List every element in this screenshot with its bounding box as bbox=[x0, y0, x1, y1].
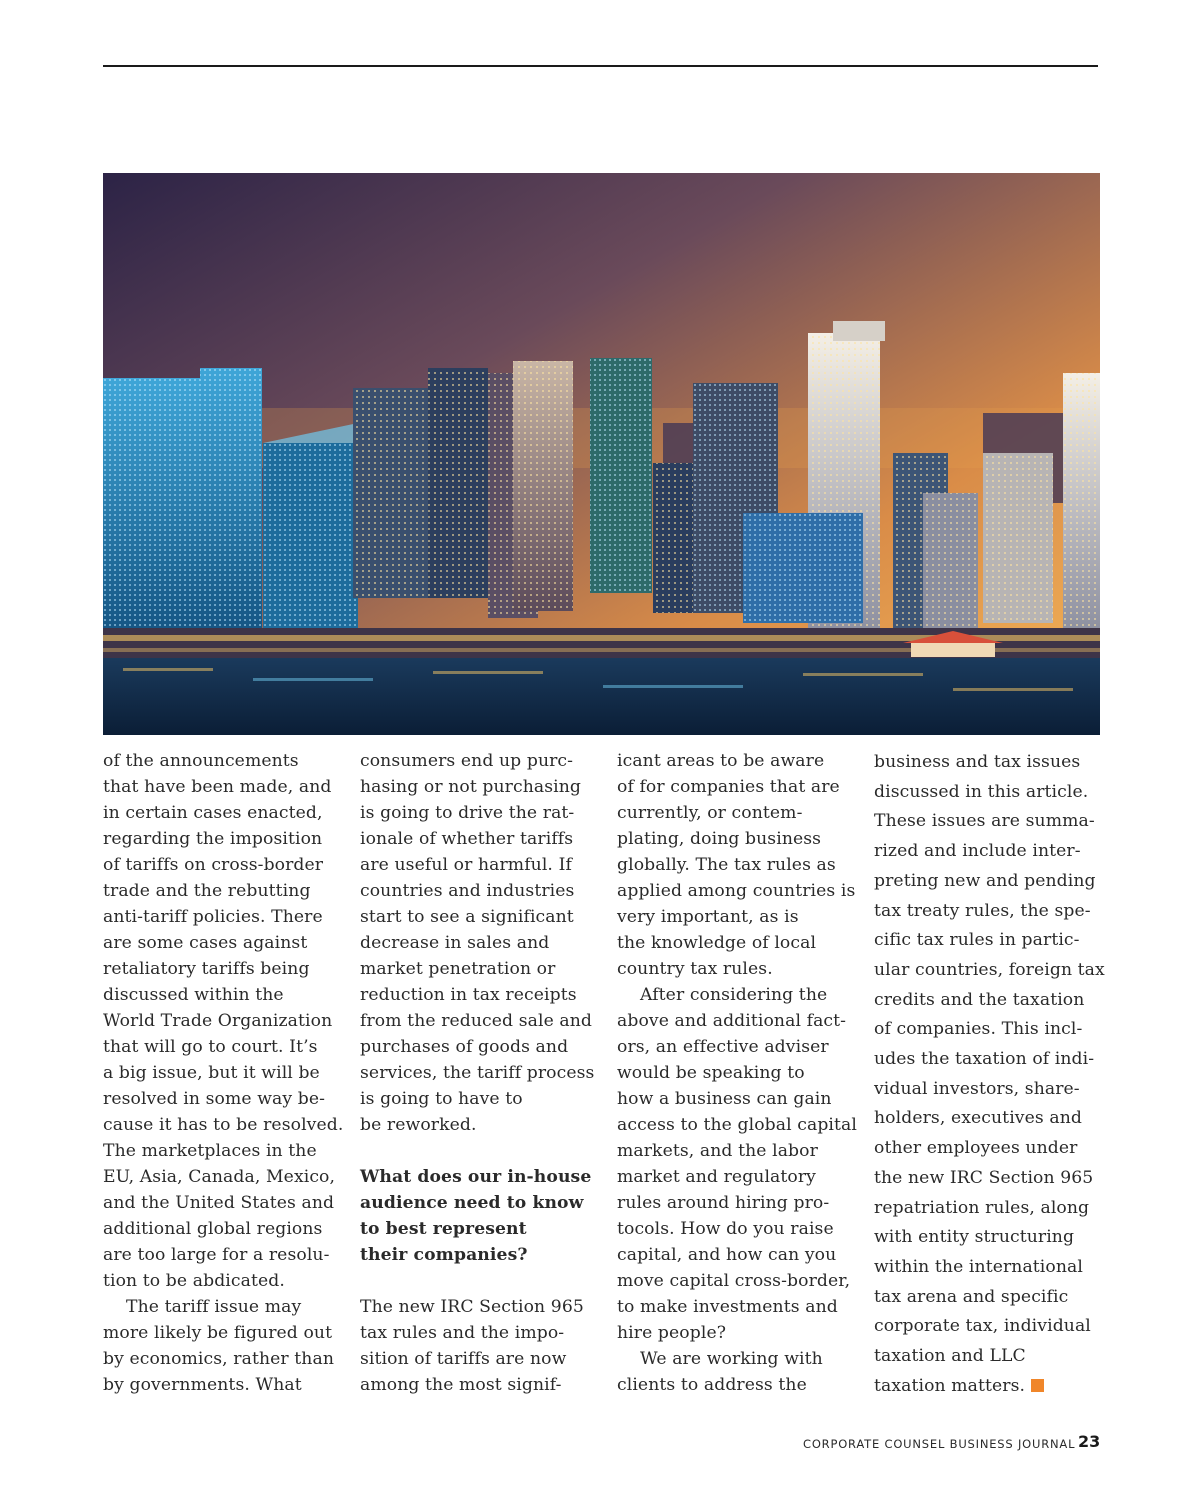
text-line: consumers end up purc- bbox=[360, 751, 574, 771]
text-line: would be speaking to bbox=[617, 1063, 805, 1083]
text-line: udes the taxation of indi- bbox=[874, 1049, 1095, 1070]
text-line: be reworked. bbox=[360, 1115, 477, 1135]
text-line: resolved in some way be- bbox=[103, 1089, 326, 1109]
text-line: taxation and LLC bbox=[874, 1346, 1026, 1367]
text-line: the new IRC Section 965 bbox=[874, 1167, 1094, 1188]
text-column-2 bbox=[360, 748, 600, 1398]
text-line: The tariff issue may bbox=[126, 1297, 302, 1317]
text-line: tocols. How do you raise bbox=[617, 1219, 834, 1239]
text-line: market and regulatory bbox=[617, 1167, 816, 1187]
text-line: purchases of goods and bbox=[360, 1037, 569, 1057]
text-line: in certain cases enacted, bbox=[103, 803, 323, 823]
paragraph-gap bbox=[360, 1138, 600, 1164]
text-line: of tariffs on cross-border bbox=[103, 855, 324, 875]
text-line: rized and include inter- bbox=[874, 841, 1081, 862]
text-line: among the most signif- bbox=[360, 1375, 562, 1395]
text-column-4 bbox=[874, 748, 1114, 1401]
text-line: the knowledge of local bbox=[617, 933, 817, 953]
text-line: by economics, rather than bbox=[103, 1349, 334, 1369]
heading-line: What does our in-house bbox=[360, 1167, 592, 1187]
heading-line: their companies? bbox=[360, 1245, 528, 1265]
text-line: access to the global capital bbox=[617, 1115, 857, 1135]
text-line: by governments. What bbox=[103, 1375, 302, 1395]
text-line: ionale of whether tariffs bbox=[360, 829, 574, 849]
text-line: with entity structuring bbox=[874, 1227, 1075, 1248]
text-line: globally. The tax rules as bbox=[617, 855, 836, 875]
text-column-1 bbox=[103, 748, 343, 1398]
text-line: anti-tariff policies. There bbox=[103, 907, 323, 927]
city-skyline-photo bbox=[103, 173, 1100, 735]
text-line: that have been made, and bbox=[103, 777, 332, 797]
paragraph bbox=[874, 748, 1114, 1401]
text-line: preting new and pending bbox=[874, 870, 1096, 891]
text-line: applied among countries is bbox=[617, 881, 856, 901]
text-line: repatriation rules, along bbox=[874, 1197, 1090, 1218]
text-line: from the reduced sale and bbox=[360, 1011, 593, 1031]
text-line: countries and industries bbox=[360, 881, 575, 901]
text-line: currently, or contem- bbox=[617, 803, 803, 823]
paragraph bbox=[360, 1294, 600, 1398]
text-line: very important, as is bbox=[617, 907, 799, 927]
text-line: above and additional fact- bbox=[617, 1011, 847, 1031]
text-line: These issues are summa- bbox=[874, 811, 1095, 832]
text-line: hasing or not purchasing bbox=[360, 777, 582, 797]
text-line: decrease in sales and bbox=[360, 933, 550, 953]
text-line: markets, and the labor bbox=[617, 1141, 818, 1161]
text-line: are some cases against bbox=[103, 933, 308, 953]
text-line: is going to drive the rat- bbox=[360, 803, 575, 823]
text-line: tax arena and specific bbox=[874, 1286, 1069, 1307]
text-line: are too large for a resolu- bbox=[103, 1245, 330, 1265]
text-line: of for companies that are bbox=[617, 777, 840, 797]
text-line: retaliatory tariffs being bbox=[103, 959, 310, 979]
text-line: hire people? bbox=[617, 1323, 727, 1343]
text-line: cause it has to be resolved. bbox=[103, 1115, 344, 1135]
paragraph bbox=[360, 748, 600, 1138]
text-line: plating, doing business bbox=[617, 829, 822, 849]
text-line: to make investments and bbox=[617, 1297, 838, 1317]
heading-line: to best represent bbox=[360, 1219, 527, 1239]
text-line: move capital cross-border, bbox=[617, 1271, 851, 1291]
text-line: corporate tax, individual bbox=[874, 1316, 1091, 1337]
text-line-last bbox=[874, 1372, 1114, 1402]
text-line: that will go to court. It’s bbox=[103, 1037, 318, 1057]
text-line: tion to be abdicated. bbox=[103, 1271, 285, 1291]
text-line: regarding the imposition bbox=[103, 829, 323, 849]
end-of-article-mark-icon bbox=[1031, 1379, 1044, 1392]
text-line: is going to have to bbox=[360, 1089, 523, 1109]
text-line: tax treaty rules, the spe- bbox=[874, 900, 1091, 921]
text-line: ular countries, foreign tax bbox=[874, 959, 1105, 980]
text-line: holders, executives and bbox=[874, 1108, 1082, 1129]
text-line: After considering the bbox=[640, 985, 828, 1005]
text-line: additional global regions bbox=[103, 1219, 323, 1239]
text-line: within the international bbox=[874, 1256, 1083, 1277]
paragraph bbox=[617, 1346, 857, 1398]
text-line: more likely be figured out bbox=[103, 1323, 333, 1343]
text-line: icant areas to be aware bbox=[617, 751, 825, 771]
text-line: how a business can gain bbox=[617, 1089, 832, 1109]
paragraph-gap bbox=[360, 1268, 600, 1294]
text-line: clients to address the bbox=[617, 1375, 807, 1395]
text-line: of the announcements bbox=[103, 751, 299, 771]
text-line: capital, and how can you bbox=[617, 1245, 837, 1265]
text-line: reduction in tax receipts bbox=[360, 985, 577, 1005]
text-line: tax rules and the impo- bbox=[360, 1323, 565, 1343]
top-rule bbox=[103, 65, 1098, 67]
text-line: are useful or harmful. If bbox=[360, 855, 572, 875]
text-line: business and tax issues bbox=[874, 752, 1081, 772]
text-line: trade and the rebutting bbox=[103, 881, 311, 901]
journal-title: CORPORATE COUNSEL BUSINESS JOURNAL bbox=[803, 1437, 1076, 1451]
section-heading bbox=[360, 1164, 600, 1268]
text-line: ors, an effective adviser bbox=[617, 1037, 829, 1057]
text-line: other employees under bbox=[874, 1138, 1078, 1159]
text-line: sition of tariffs are now bbox=[360, 1349, 567, 1369]
paragraph bbox=[103, 1294, 343, 1398]
text-line: EU, Asia, Canada, Mexico, bbox=[103, 1167, 336, 1187]
page-number: 23 bbox=[1078, 1432, 1101, 1451]
text-line: of companies. This incl- bbox=[874, 1019, 1083, 1040]
text-line-content: taxation matters. bbox=[874, 1375, 1026, 1396]
text-line: discussed within the bbox=[103, 985, 284, 1005]
paragraph bbox=[617, 748, 857, 982]
text-column-3 bbox=[617, 748, 857, 1398]
text-line: start to see a significant bbox=[360, 907, 574, 927]
text-line: The marketplaces in the bbox=[103, 1141, 317, 1161]
text-line: rules around hiring pro- bbox=[617, 1193, 830, 1213]
text-line: vidual investors, share- bbox=[874, 1078, 1080, 1099]
text-line: credits and the taxation bbox=[874, 989, 1085, 1010]
heading-line: audience need to know bbox=[360, 1193, 584, 1213]
text-line: The new IRC Section 965 bbox=[360, 1297, 584, 1317]
text-line: services, the tariff process bbox=[360, 1063, 595, 1083]
text-line: World Trade Organization bbox=[103, 1011, 333, 1031]
text-line: and the United States and bbox=[103, 1193, 335, 1213]
paragraph bbox=[103, 748, 343, 1294]
text-line: a big issue, but it will be bbox=[103, 1063, 320, 1083]
text-line: cific tax rules in partic- bbox=[874, 930, 1080, 951]
text-line: market penetration or bbox=[360, 959, 556, 979]
text-line: We are working with bbox=[640, 1349, 823, 1369]
text-line: discussed in this article. bbox=[874, 781, 1089, 802]
paragraph bbox=[617, 982, 857, 1346]
text-line: country tax rules. bbox=[617, 959, 773, 979]
